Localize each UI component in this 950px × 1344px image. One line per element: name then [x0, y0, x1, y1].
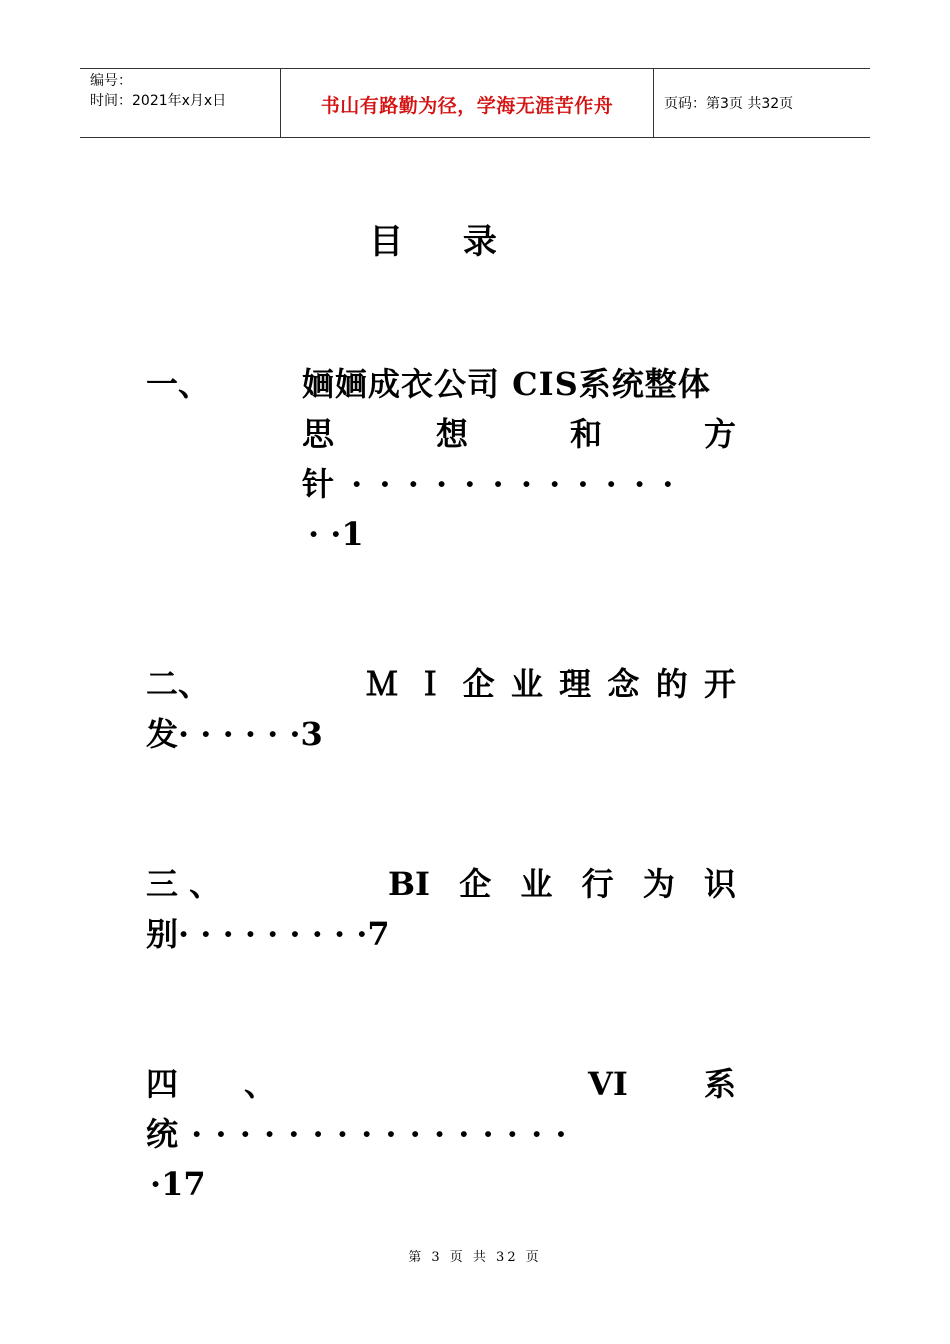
- number-label: 编号：: [90, 73, 132, 89]
- toc-char: 企: [462, 665, 495, 703]
- toc-char: 为: [642, 865, 675, 903]
- toc-char: 业: [520, 865, 553, 903]
- toc-char: 思: [302, 415, 335, 453]
- toc-title: 目 录: [369, 222, 521, 262]
- toc-char: 系: [703, 1065, 736, 1103]
- toc-entry-4-line-2: 统 · · · · · · · · · · · · · · · ·: [146, 1115, 568, 1153]
- toc-entry-4-marker: 四: [146, 1065, 179, 1103]
- toc-entry-4-line-1: [588, 1064, 736, 1104]
- toc-char: 行: [581, 865, 614, 903]
- toc-entry-3-marker: 三 、: [146, 865, 222, 903]
- toc-char: 业: [510, 665, 543, 703]
- header-motto: 书山有路勤为径，学海无涯苦作舟: [320, 95, 614, 117]
- toc-char: VI: [588, 1065, 628, 1103]
- toc-char: BI: [388, 865, 431, 903]
- header-right-cell: [654, 69, 870, 137]
- page-footer: 第 3 页 共 32 页: [408, 1250, 542, 1265]
- toc-entry-3-line-1: [388, 864, 736, 904]
- toc-char: 的: [655, 665, 688, 703]
- time-label: 时间：2021年x月x日: [90, 93, 227, 109]
- header-left-cell: [80, 69, 281, 137]
- toc-char: Ｍ: [366, 665, 399, 703]
- toc-char: 想: [435, 415, 468, 453]
- header-page-info: 页码：第3页 共32页: [664, 96, 794, 112]
- toc-entry-2-line-2: 发· · · · · ·3: [146, 715, 323, 753]
- header-middle-cell: [281, 69, 654, 137]
- page-header: [80, 68, 870, 138]
- toc-char: 方: [703, 415, 736, 453]
- toc-entry-4-page: ·17: [150, 1165, 206, 1203]
- toc-char: 企: [459, 865, 492, 903]
- toc-char: 开: [703, 665, 736, 703]
- toc-char: 理: [559, 665, 592, 703]
- toc-entry-2-marker: 二、: [146, 665, 211, 703]
- toc-entry-1-page: · ·1: [308, 515, 364, 553]
- toc-entry-2-line-1: [366, 664, 736, 704]
- toc-char: 念: [607, 665, 640, 703]
- toc-entry-1-line-3: 针 · · · · · · · · · · · ·: [302, 465, 677, 503]
- toc-entry-3-line-2: 别· · · · · · · · ·7: [146, 915, 390, 953]
- toc-entry-4-marker-comma: 、: [244, 1065, 277, 1103]
- toc-entry-1-line-2: [302, 414, 736, 454]
- toc-char: Ｉ: [414, 665, 447, 703]
- toc-entry-1-line-1: 婳婳成衣公司 CIS系统整体: [302, 365, 711, 403]
- toc-entry-1-marker: 一、: [146, 365, 211, 403]
- toc-char: 识: [703, 865, 736, 903]
- toc-char: 和: [569, 415, 602, 453]
